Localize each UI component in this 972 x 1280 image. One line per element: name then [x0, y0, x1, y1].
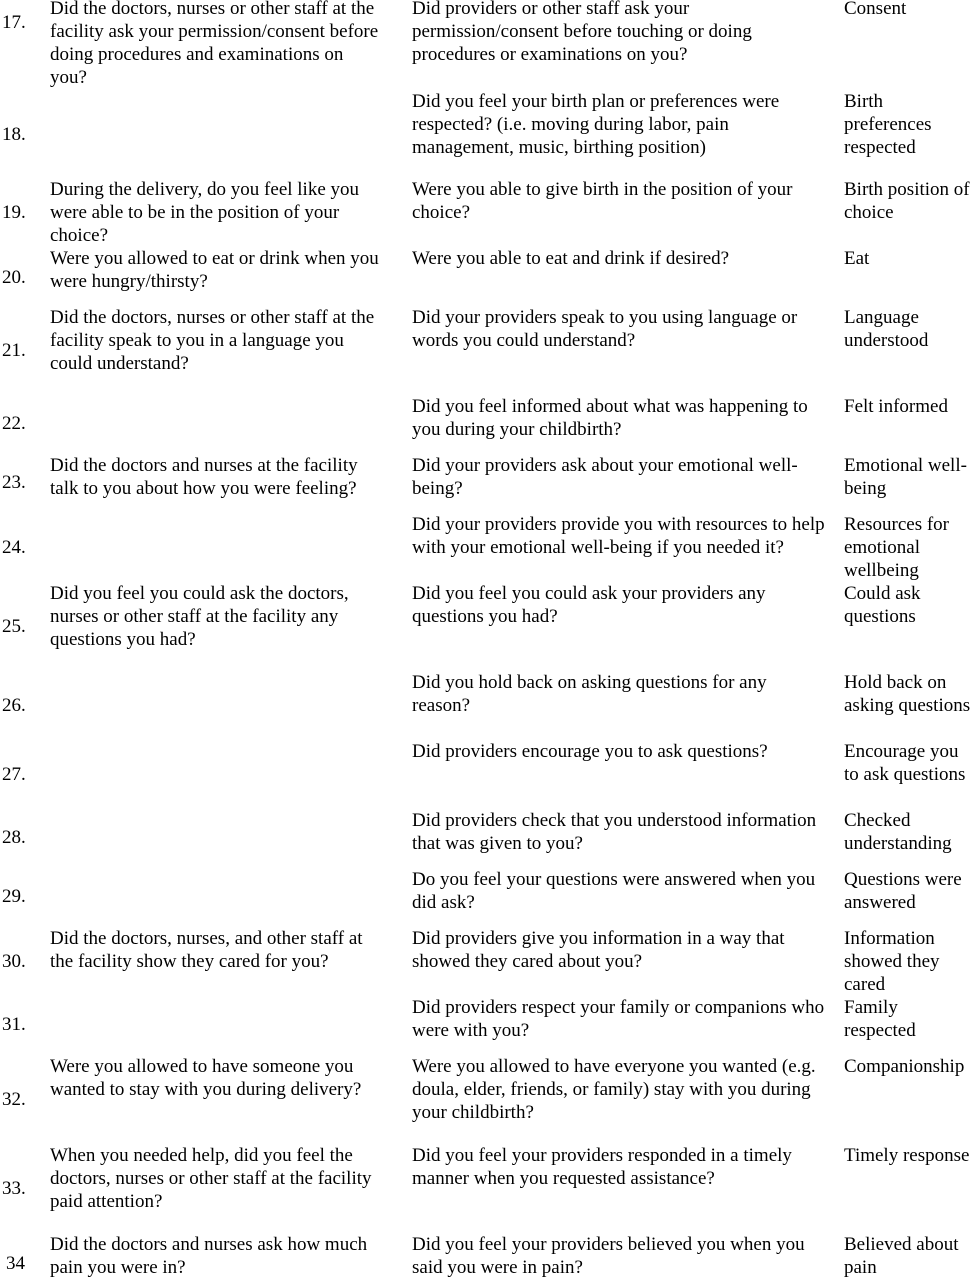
domain-label: Encourage you to ask questions [844, 741, 966, 785]
row-number: 24. [2, 537, 26, 558]
domain-label: Could ask questions [844, 583, 921, 627]
domain-label: Companionship [844, 1056, 965, 1077]
revised-question: Were you able to give birth in the position of your choice? [412, 179, 793, 223]
original-question: Were you allowed to have someone you wanted to stay with you during delivery? [50, 1056, 362, 1100]
revised-question: Did providers encourage you to ask questions? [412, 741, 768, 762]
row-number: 17. [2, 12, 26, 33]
domain-label: Emotional well-being [844, 455, 967, 499]
revised-question: Did providers or other staff ask your permission/consent before touching or doing procedures or examinations on you? [412, 0, 752, 65]
domain-label: Birth position of choice [844, 179, 970, 223]
original-question: Did the doctors, nurses or other staff at the facility ask your permission/consent before doing procedures and examinations on you? [50, 0, 379, 88]
domain-label: Consent [844, 0, 907, 19]
row-number: 20. [2, 267, 26, 288]
row-number: 33. [2, 1178, 26, 1199]
domain-label: Birth preferences respected [844, 91, 932, 158]
row-number: 31. [2, 1014, 26, 1035]
row-number: 21. [2, 340, 26, 361]
revised-question: Did your providers provide you with resources to help with your emotional well-being if you needed it? [412, 514, 825, 558]
domain-label: Resources for emotional wellbeing [844, 514, 949, 581]
revised-question: Did you feel you could ask your providers any questions you had? [412, 583, 766, 627]
domain-label: Hold back on asking questions [844, 672, 971, 716]
row-number: 32. [2, 1089, 26, 1110]
revised-question: Did providers respect your family or companions who were with you? [412, 997, 825, 1041]
revised-question: Did you hold back on asking questions for any reason? [412, 672, 767, 716]
revised-question: Were you allowed to have everyone you wanted (e.g. doula, elder, friends, or family) stay with you during your childbirth? [412, 1056, 816, 1123]
domain-label: Believed about pain [844, 1234, 959, 1278]
domain-label: Timely response [844, 1145, 970, 1166]
revised-question: Were you able to eat and drink if desired? [412, 248, 730, 269]
row-number: 28. [2, 827, 26, 848]
domain-label: Eat [844, 248, 870, 269]
domain-label: Questions were answered [844, 869, 962, 913]
row-number: 30. [2, 951, 26, 972]
original-question: Did the doctors, nurses or other staff at the facility speak to you in a language you could understand? [50, 307, 375, 374]
original-question: Did you feel you could ask the doctors, nurses or other staff at the facility any questions you had? [50, 583, 349, 650]
revised-question: Did you feel informed about what was happening to you during your childbirth? [412, 396, 808, 440]
row-number: 34 [6, 1253, 25, 1274]
original-question: During the delivery, do you feel like you were able to be in the position of your choice? [50, 179, 360, 246]
revised-question: Do you feel your questions were answered when you did ask? [412, 869, 816, 913]
row-number: 27. [2, 764, 26, 785]
domain-label: Checked understanding [844, 810, 952, 854]
revised-question: Did you feel your providers responded in a timely manner when you requested assistance? [412, 1145, 792, 1189]
domain-label: Information showed they cared [844, 928, 940, 995]
row-number: 29. [2, 886, 26, 907]
original-question: When you needed help, did you feel the doctors, nurses or other staff at the facility paid attention? [50, 1145, 372, 1212]
revised-question: Did you feel your birth plan or preferences were respected? (i.e. moving during labor, pain management, music, birthing position) [412, 91, 780, 158]
row-number: 26. [2, 695, 26, 716]
revised-question: Did your providers ask about your emotional well-being? [412, 455, 798, 499]
domain-label: Language understood [844, 307, 929, 351]
revised-question: Did providers give you information in a way that showed they cared about you? [412, 928, 785, 972]
original-question: Were you allowed to eat or drink when you were hungry/thirsty? [50, 248, 379, 292]
row-number: 18. [2, 124, 26, 145]
original-question: Did the doctors and nurses ask how much pain you were in? [50, 1234, 368, 1278]
row-number: 23. [2, 472, 26, 493]
domain-label: Family respected [844, 997, 916, 1041]
row-number: 25. [2, 616, 26, 637]
row-number: 22. [2, 413, 26, 434]
original-question: Did the doctors, nurses, and other staff at the facility show they cared for you? [50, 928, 363, 972]
revised-question: Did providers check that you understood information that was given to you? [412, 810, 817, 854]
original-question: Did the doctors and nurses at the facility talk to you about how you were feeling? [50, 455, 358, 499]
domain-label: Felt informed [844, 396, 948, 417]
row-number: 19. [2, 202, 26, 223]
revised-question: Did you feel your providers believed you when you said you were in pain? [412, 1234, 805, 1278]
revised-question: Did your providers speak to you using language or words you could understand? [412, 307, 798, 351]
